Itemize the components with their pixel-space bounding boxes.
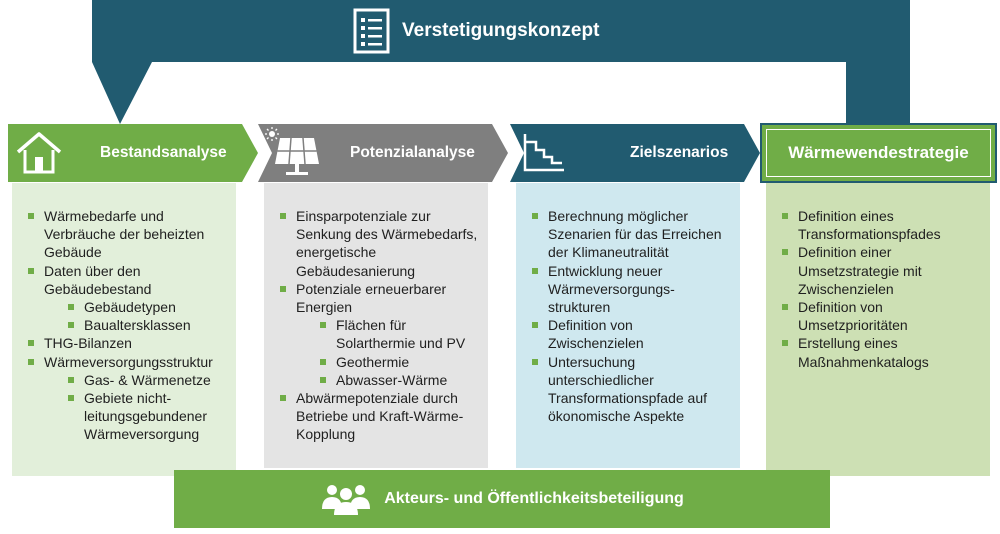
header-potenzialanalyse <box>258 124 508 182</box>
header-waermewendestrategie <box>760 123 997 183</box>
house-icon <box>14 130 64 176</box>
list-item: Potenziale erneuerbarer Energien <box>276 280 478 316</box>
list-item: Flächen für Solarthermie und PV <box>276 316 478 352</box>
top-banner-title: Verstetigungskonzept <box>402 20 600 41</box>
solar-panel-icon <box>264 126 322 180</box>
list-item: Gebäudetypen <box>24 298 226 316</box>
bottom-bar <box>174 470 830 528</box>
list-item: Definition einer Umsetzstrategie mit Zwischenzielen <box>778 243 980 298</box>
list-item: THG-Bilanzen <box>24 334 226 352</box>
list-item: Gebiete nicht-leitungsgebundener Wärmeversorgung <box>24 389 226 444</box>
list-item: Abwärmepotenziale durch Betriebe und Kraft-Wärme-Kopplung <box>276 389 478 444</box>
list-item: Wärmebedarfe und Verbräuche der beheizten Gebäude <box>24 207 226 262</box>
header-bestandsanalyse <box>8 124 258 182</box>
list-item: Wärmeversorgungsstruktur <box>24 353 226 371</box>
list-item: Definition von Umsetzprioritäten <box>778 298 980 334</box>
list-item: Gas- & Wärmenetze <box>24 371 226 389</box>
list-item: Untersuchung unterschiedlicher Transformationspfade auf ökonomische Aspekte <box>528 353 730 426</box>
header-title: Bestandsanalyse <box>100 144 227 161</box>
list-item: Berechnung möglicher Szenarien für das Erreichen der Klimaneutralität <box>528 207 730 262</box>
list-item: Definition eines Transformationspfades <box>778 207 980 243</box>
list-item: Abwasser-Wärme <box>276 371 478 389</box>
header-title: Zielszenarios <box>630 144 729 161</box>
panel-potenzialanalyse <box>264 183 488 468</box>
panel-zielszenarios <box>516 183 740 468</box>
header-title: Potenzialanalyse <box>350 144 475 161</box>
panel-bestandsanalyse <box>12 183 236 476</box>
bottom-bar-title: Akteurs- und Öffentlichkeitsbeteiligung <box>384 490 684 507</box>
list-item: Definition von Zwischenzielen <box>528 316 730 352</box>
list-item: Daten über den Gebäudebestand <box>24 262 226 298</box>
list-item: Geothermie <box>276 353 478 371</box>
list-item: Erstellung eines Maßnahmenkatalogs <box>778 334 980 370</box>
list-item: Baualtersklassen <box>24 316 226 334</box>
top-banner <box>352 6 599 56</box>
list-item: Entwicklung neuer Wärmeversorgungs-strukturen <box>528 262 730 317</box>
checklist-icon <box>352 7 392 55</box>
panel-waermewendestrategie <box>766 183 990 476</box>
header-zielszenarios <box>510 124 760 182</box>
header-title: Wärmewendestrategie <box>788 143 969 162</box>
list-item: Einsparpotenziale zur Senkung des Wärmebedarfs, energetische Gebäudesanierung <box>276 207 478 280</box>
step-chart-icon <box>522 132 566 174</box>
people-group-icon <box>320 479 372 519</box>
